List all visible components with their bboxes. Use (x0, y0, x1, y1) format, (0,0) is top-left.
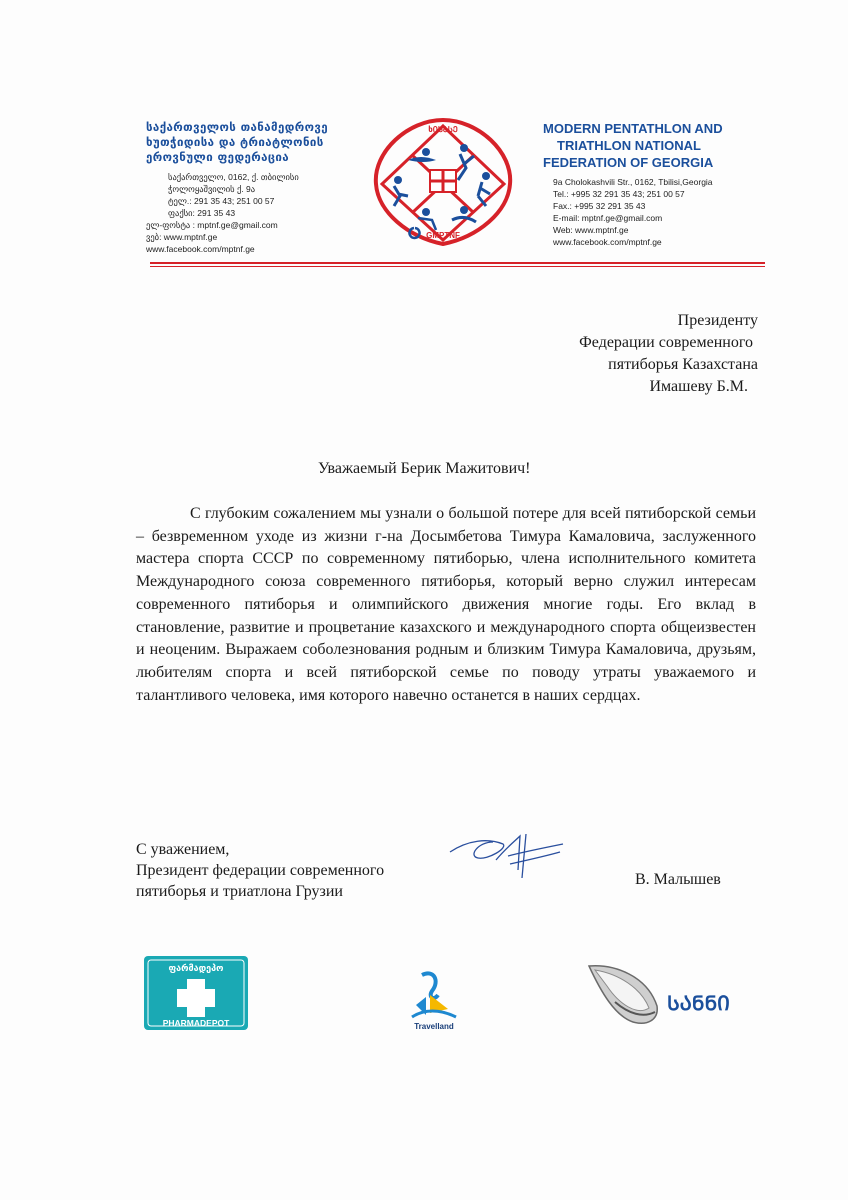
letterhead-english (543, 120, 773, 248)
signer-name: В. Малышев (635, 871, 721, 888)
address-english: 9a Cholokashvili Str., 0162, Tbilisi,Georgia Tel.: +995 32 291 35 43; 251 00 57 Fax.: +995 32 291 35 43 E-mail: mptnf.ge@gmail.com Web: www.mptnf.ge www.facebook.com/mptnf.ge (553, 177, 713, 247)
travelland-logo (404, 965, 464, 1035)
org-name-english: MODERN PENTATHLON AND TRIATHLON NATIONAL FEDERATION OF GEORGIA (543, 121, 723, 170)
letterhead-rule (150, 262, 765, 264)
sanni-logo (585, 962, 745, 1030)
travelland-text: Travelland (414, 1022, 454, 1031)
emblem-top-text: ხᲘᲡᲐᲡᲔ (428, 125, 458, 134)
recipient-line: пятиборья Казахстана (608, 356, 758, 373)
closing-line: Президент федерации современного (136, 862, 385, 879)
closing-line: пятиборья и триатлона Грузии (136, 883, 343, 900)
closing-line: С уважением, (136, 841, 230, 858)
signature (448, 830, 568, 880)
federation-emblem (368, 112, 518, 252)
closing-block (136, 839, 384, 902)
letterhead-rule-thin (150, 266, 765, 267)
salutation: Уважаемый Берик Мажитович! (318, 460, 531, 477)
recipient-line: Имашеву Б.М. (649, 378, 748, 395)
emblem-bottom-text: GMPTNF (426, 231, 460, 240)
pharmadepot-logo (143, 955, 249, 1031)
org-name-georgian: საქართველოს თანამედროვე ხუთჭიდისა და ტრიატლონის ეროვნული ფედერაცია (146, 120, 329, 164)
recipient-line: Федерации современного (579, 334, 753, 351)
pharma-bottom-text: PHARMADEPOT (162, 1018, 230, 1028)
recipient-line: Президенту (677, 312, 758, 329)
sanni-text: ᲡᲐᲜᲜᲘ (667, 991, 730, 1015)
pharma-top-text: ფარმადეპო (168, 964, 224, 974)
letter-body: С глубоким сожалением мы узнали о большой потере для всей пятиборской семьи – безвременном уходе из жизни г-на Досымбетова Тимура Камаловича, заслуженного мастера спорта СССР по современному пятиборью, члена исполнительного комитета Международного союза современного пятиборья, который верно служил интересам современного пятиборья и олимпийского движения многие годы. Его вклад в становление, развитие и процветание казахского и международного спорта общеизвестен и неоценим. Выражаем соболезнования родным и близким Тимура Камаловича, друзьям, любителям спорта и всей пятиборской семье по поводу утраты уважаемого и талантливого человека, имя которого навечно останется в наших сердцах. (136, 505, 756, 704)
recipient-block (579, 310, 758, 398)
address-georgian: საქართველო, 0162, ქ. თბილისი ჭოლოყაშვილის ქ. 9ა ტელ.: 291 35 43; 251 00 57 ფაქსი: 291 35 43 ელ-ფოსტა : mptnf.ge@gmail.com ვებ: www.mptnf.ge www.facebook.com/mptnf.ge (146, 172, 299, 254)
letterhead-georgian (146, 120, 356, 255)
